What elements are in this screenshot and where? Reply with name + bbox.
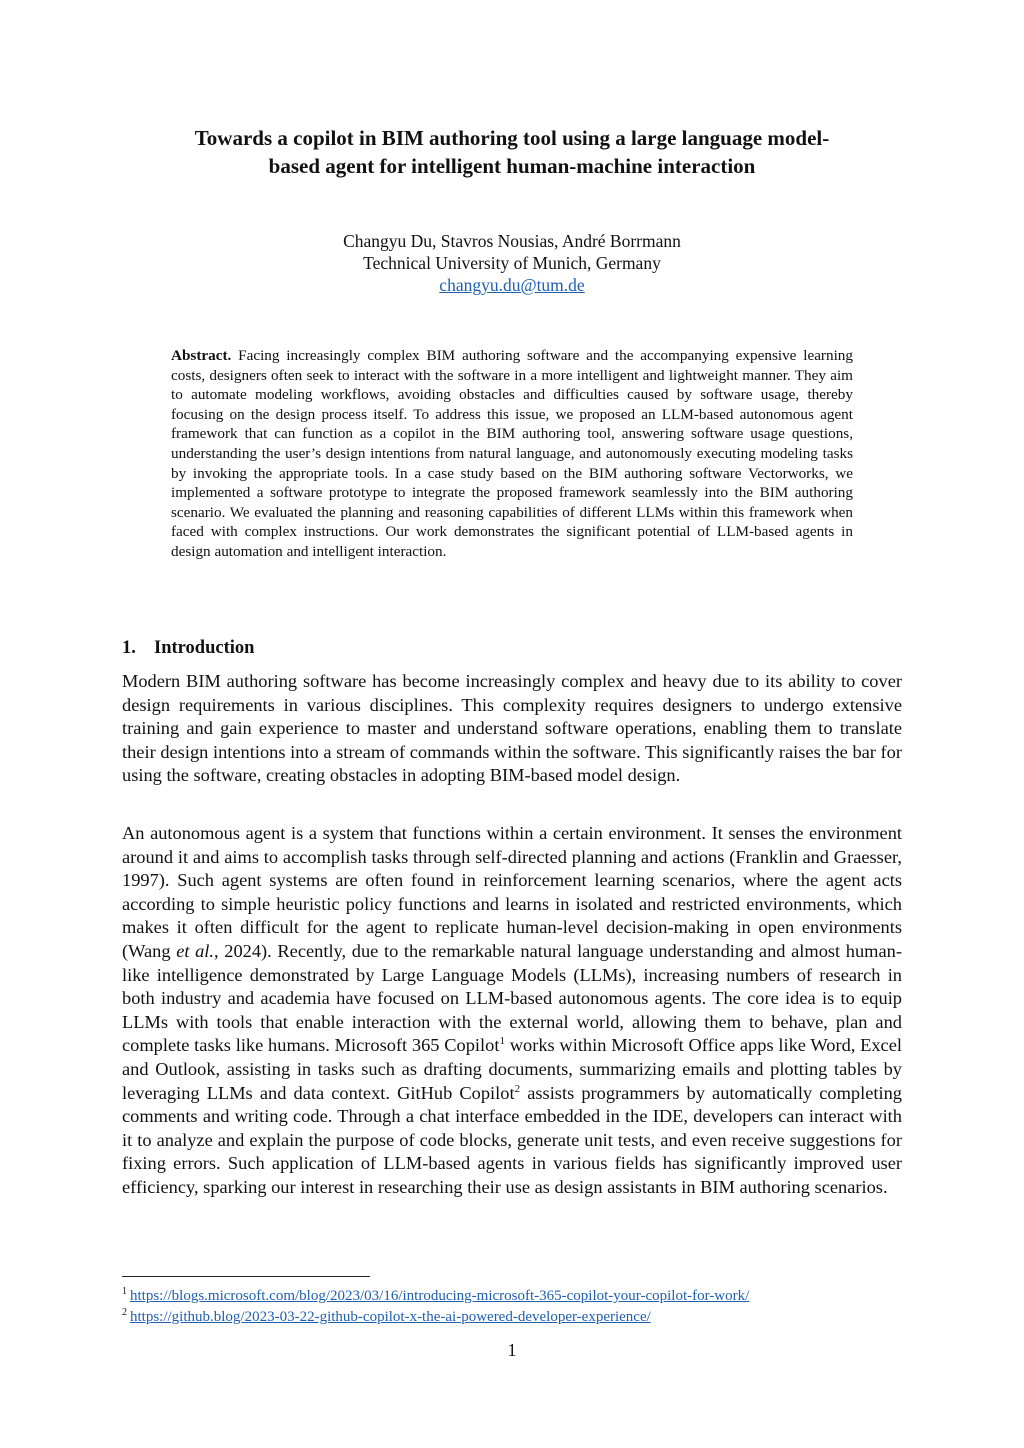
section-number: 1. — [122, 638, 136, 658]
abstract-label: Abstract. — [171, 347, 232, 364]
footnote-divider — [122, 1276, 370, 1277]
footnote-mark: 1 — [122, 1286, 127, 1297]
footnote-link-1[interactable]: https://blogs.microsoft.com/blog/2023/03/16/introducing-microsoft-365-copilot-your-copilot-for-work/ — [130, 1288, 750, 1304]
title-line-1: Towards a copilot in BIM authoring tool using a large language model- — [194, 126, 830, 150]
abstract — [171, 346, 853, 562]
paper-title — [120, 124, 904, 180]
intro-paragraph-2 — [122, 822, 902, 1200]
footnote-ref-1[interactable]: 1 — [499, 1035, 505, 1048]
author-affiliation: Technical University of Munich, Germany — [363, 253, 661, 273]
intro-paragraph-1: Modern BIM authoring software has become increasingly complex and heavy due to its ability to cover design requirements in various disciplines. This complexity requires designers to undergo extensive training and gain experience to master and understand software operations, enabling them to translate their design intentions into a stream of commands within the software. This significantly raises the bar for using the software, creating obstacles in adopting BIM-based model design. — [122, 671, 902, 786]
citation-et-al: et al. — [176, 940, 215, 961]
author-email-link[interactable]: changyu.du@tum.de — [439, 275, 585, 295]
paragraph-text: works within Microsoft Office apps like Word, Excel and Outlook, assisting in tasks such as drafting documents, summarizing emails and plotting tables by leveraging LLMs and data context. GitHub Copilot — [122, 1035, 902, 1103]
author-names: Changyu Du, Stavros Nousias, André Borrmann — [343, 231, 681, 251]
footnote-link-2[interactable]: https://github.blog/2023-03-22-github-copilot-x-the-ai-powered-developer-experience/ — [130, 1309, 651, 1325]
paragraph-text: assists programmers by automatically completing comments and writing code. Through a chat interface embedded in the IDE, developers can interact with it to analyze and explain the purpose of code blocks, generate unit tests, and even receive suggestions for fixing errors. Such application of LLM-based agents in various fields has significantly improved user efficiency, sparking our interest in researching their use as design assistants in BIM authoring scenarios. — [122, 1082, 902, 1197]
title-line-2: based agent for intelligent human-machine interaction — [268, 154, 756, 178]
paragraph-text: , 2024). Recently, due to the remarkable natural language understanding and almost human-like intelligence demonstrated by Large Language Models (LLMs), increasing numbers of research in both industry and academia have focused on LLM-based autonomous agents. The core idea is to equip LLMs with tools that enable interaction with the external world, allowing them to behave, plan and complete tasks like humans. Microsoft 365 Copilot — [122, 940, 902, 1056]
footnote-1 — [122, 1286, 902, 1307]
footnotes — [122, 1286, 902, 1328]
footnote-2 — [122, 1307, 902, 1328]
page-number: 1 — [507, 1340, 517, 1360]
footnote-ref-2[interactable]: 2 — [514, 1082, 521, 1095]
author-block — [120, 230, 904, 296]
abstract-text: Facing increasingly complex BIM authoring software and the accompanying expensive learning costs, designers often seek to interact with the software in a more intelligent and lightweight manner. They aim to automate modeling workflows, avoiding obstacles and difficulties caused by software usage, thereby focusing on the design process itself. To address this issue, we proposed an LLM-based autonomous agent framework that can function as a copilot in the BIM authoring tool, answering software usage questions, understanding the user’s design intentions from natural language, and autonomously executing modeling tasks by invoking the appropriate tools. In a case study based on the BIM authoring software Vectorworks, we implemented a software prototype to integrate the proposed framework seamlessly into the BIM authoring scenario. We evaluated the planning and reasoning capabilities of different LLMs within this framework when faced with complex instructions. Our work demonstrates the significant potential of LLM-based agents in design automation and intelligent interaction. — [171, 347, 853, 560]
paragraph-text: An autonomous agent is a system that functions within a certain environment. It senses the environment around it and aims to accomplish tasks through self-directed planning and actions (Franklin and Graesser, 1997). Such agent systems are often found in reinforcement learning scenarios, where the agent acts according to simple heuristic policy functions and learns in isolated and restricted environments, which makes it often difficult for the agent to replicate human-level decision-making in open environments (Wang — [122, 823, 902, 961]
footnote-mark: 2 — [122, 1307, 127, 1318]
section-heading-introduction — [122, 636, 254, 660]
section-title: Introduction — [154, 638, 255, 658]
